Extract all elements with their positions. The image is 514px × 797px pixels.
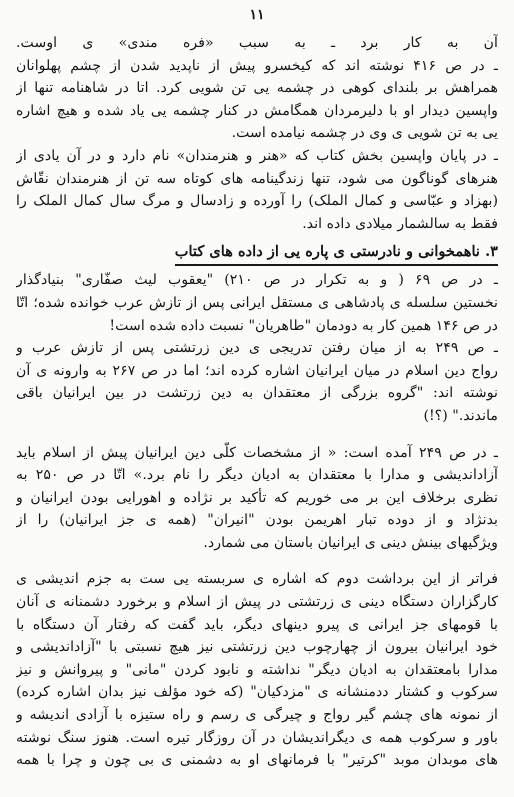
text-line: در ص ۱۴۶ همین کار به دودمان "طاهریان" نسبت داده شده است! <box>109 317 498 334</box>
paragraph-2 <box>16 269 498 427</box>
text-line: فقط به سالشمار میلادی داده اند. <box>302 215 498 232</box>
paragraph-gap <box>16 428 498 442</box>
text-line: نظری برخلاف این بر می خوریم که تأکید بر نژاده و اهورایی بودن ایرانیان و <box>16 489 498 506</box>
text-line: هنرهای گوناگون می شود، تنها زندگینامه های کوتاه سه تن از هنرمندان نقّاش <box>16 170 498 187</box>
text-line: نوشته اند: "گروه بزرگی از معتقدان به دین زرتشت در بین ایرانیان باقی <box>16 385 498 402</box>
page-number: ۱۱ <box>249 7 265 23</box>
text-line: واپسین دیدار او با دلیرمردان همگامش در کنار چشمه یی یاد شده و هیچ اشاره <box>16 102 498 119</box>
text-line: ویژگیهای بینش دینی ی ایرانیان باستان می شمارد. <box>203 534 498 551</box>
text-line: (بهزاد و عبّاسی و کمال الملک) را آورده و زادسال و مرگ سال کمال الملک را <box>16 193 498 210</box>
text-line: همراهش بر بلندای کوهی در چشمه یی تن شویی کرد. اتا در شاهنامه تنها از <box>16 80 498 97</box>
text-line: کارگزاران دستگاه دینی ی زرتشتی در پیش از اسلام و برخورد دشمنانه ی آنان <box>16 594 498 611</box>
text-line: های موبدان موبد "کرتیر" با فرمانهای او به دشمنی ی بی چون و چرا با همه <box>16 752 498 769</box>
text-line: خود ایرانیان بیرون از چهارچوب دین زرتشتی نیز هیچ نسبتی با "آزاداندیشی و <box>16 639 498 656</box>
paragraph-3 <box>16 442 498 555</box>
section-heading: ۳. ناهمخوانی و نادرستی ی پاره یی از داده های کتاب <box>175 241 498 266</box>
body-text <box>16 32 498 772</box>
text-line: ـ در پایان واپسین بخش کتاب که «هنر و هنرمندان» نام دارد و در آن یادی از <box>16 147 498 164</box>
text-line: سرکوب و کشتار ددمنشانه ی "مزدکیان" (که خود مؤلف نیز بدان اشاره کرده) <box>16 684 498 701</box>
text-line: ماندند." (؟!) <box>423 407 498 424</box>
text-line: آزاداندیشی و مدارا با معتقدان به ادیان دیگر را نام برد.» اتّا در ص ۲۵۰ به <box>16 467 498 484</box>
text-line: مدارا بامعتقدان به ادیان دیگر" نداشته و نابود کردن "مانی" و پیروانش و نیز <box>16 661 498 678</box>
paragraph-gap <box>16 554 498 568</box>
text-line: فراتر از این برداشت دوم که اشاره ی سربسته یی ست به جزم اندیشی ی <box>16 571 498 588</box>
text-line: یی به تن شویی ی وی در چشمه نیامده است. <box>231 125 498 142</box>
text-line: ـ در ص ۶۹ ( و به تکرار در ص ۲۱۰) "یعقوب لیث صفّاری" بنیادگذار <box>16 272 498 289</box>
text-line: ـ در ص ۲۴۹ آمده است: « از مشخصات کلّی دین ایرانیان پیش از اسلام باید <box>16 444 498 461</box>
text-line: ـ در ص ۴۱۶ نوشته اند که کیخسرو پیش از ناپدید شدن از چشم پهلوانان <box>16 57 498 74</box>
paragraph-4 <box>16 568 498 771</box>
text-line: رواج دین اسلام در میان ایرانیان اشاره کرده اند؛ اما در ص ۲۶۷ به وارونه ی آن <box>16 362 498 379</box>
text-line: با قومهای جز ایرانی ی پیرو دینهای دیگر، باید گفت که رفتار آن دستگاه با <box>16 616 498 633</box>
text-line: ـ ص ۲۴۹ به از میان رفتن تدریجی ی دین زرتشتی پس از تازش عرب و <box>16 340 498 357</box>
text-line: آن به کار برد ـ به سبب «فره مندی» ی اوست. <box>16 35 498 51</box>
text-line: باور و سرکوب همه ی دیگراندیشان در آن روزگار تیره است. هنوز سنگ نوشته <box>16 729 498 746</box>
paragraph-1 <box>16 32 498 235</box>
text-line: بدنژاد و از دوده تبار اهریمن بودن "انیران" (همه ی جز ایرانیان) را از <box>16 512 498 529</box>
text-line: از نمونه های چشم گیر رواج و چیرگی ی رسم و راه ستیزه با آزادی اندیشه و <box>16 707 498 724</box>
text-line: نخستین سلسله ی پادشاهی ی مستقل ایرانی پس از تازش عرب خوانده شده؛ اتّا <box>16 294 498 311</box>
section-heading-row <box>16 241 498 267</box>
